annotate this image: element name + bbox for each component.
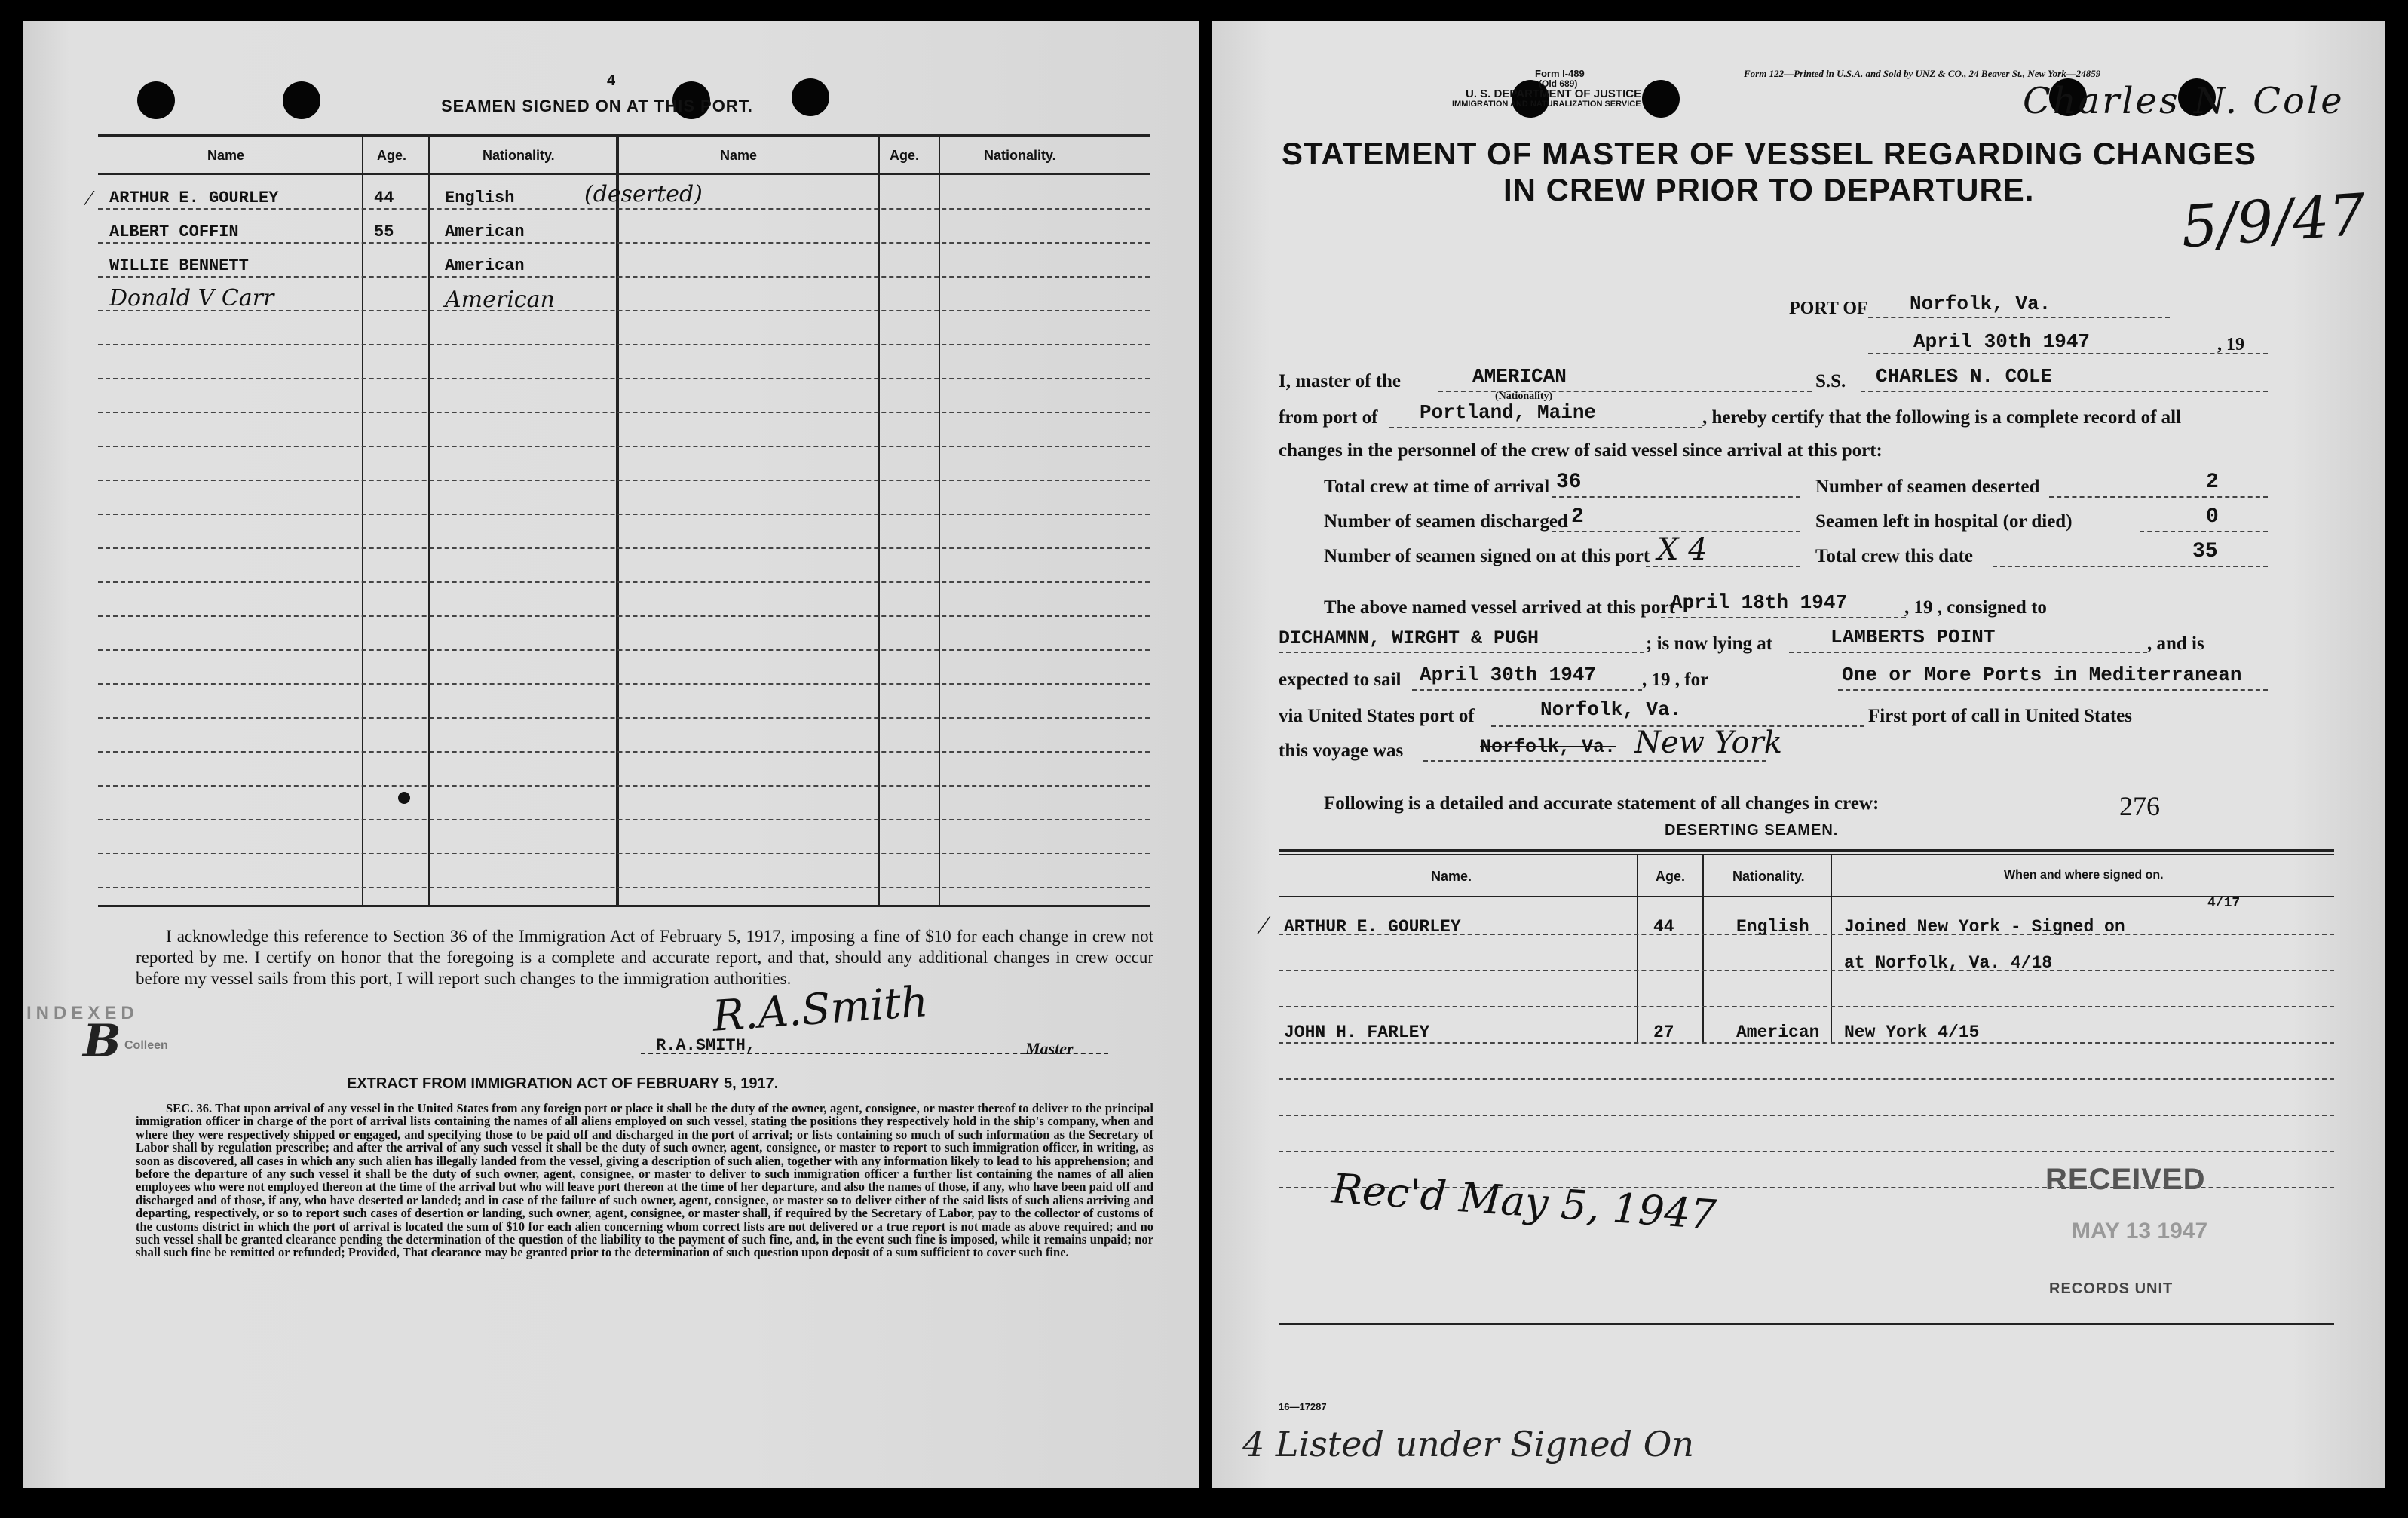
signed-on-title: SEAMEN SIGNED ON AT THIS PORT.	[441, 97, 753, 115]
header-nationality: Nationality.	[483, 148, 555, 163]
expected-label: expected to sail	[1279, 670, 1402, 690]
table-bottom-rule	[98, 905, 1150, 907]
arrived-label: The above named vessel arrived at this port	[1324, 597, 1675, 618]
row-2-name: ALBERT COFFIN	[109, 222, 239, 241]
master-of-label: I, master of the	[1279, 371, 1401, 391]
deserting-row-2-nationality: American	[1736, 1023, 1820, 1042]
lying-line	[1789, 652, 2147, 653]
hospital-line	[2140, 531, 2268, 532]
punch-hole	[1642, 80, 1680, 118]
consigned-label: , 19 , consigned to	[1904, 597, 2047, 618]
deserting-row-1-name: ARTHUR E. GOURLEY	[1284, 917, 1461, 937]
signed-on-value: X 4	[1657, 532, 1708, 567]
row-1-note: (deserted)	[584, 181, 703, 207]
voyage-struck-value: Norfolk, Va.	[1480, 736, 1616, 758]
records-unit-stamp: RECORDS UNIT	[2049, 1280, 2174, 1297]
nationality-value: AMERICAN	[1472, 365, 1567, 388]
deserting-header-age: Age.	[1656, 869, 1686, 884]
deserting-row-2-age: 27	[1653, 1023, 1674, 1042]
deserting-header-rule	[1279, 896, 2334, 897]
via-value: Norfolk, Va.	[1540, 698, 1682, 721]
arrived-line	[1661, 617, 1906, 618]
via-label: via United States port of	[1279, 706, 1475, 726]
form-number: Form I-489	[1535, 68, 1585, 79]
expected-value: April 30th 1947	[1420, 664, 1597, 686]
header-nationality-2: Nationality.	[984, 148, 1056, 163]
right-page	[1212, 21, 2385, 1488]
first-port-label: First port of call in United States	[1868, 706, 2132, 726]
deserting-header-nationality: Nationality.	[1732, 869, 1805, 884]
arrived-value: April 18th 1947	[1671, 591, 1848, 614]
row-1-nationality: English	[445, 189, 515, 207]
footer-code: 16—17287	[1279, 1401, 1327, 1412]
from-port-value: Portland, Maine	[1420, 401, 1597, 424]
deserting-row-rule	[1279, 1042, 2334, 1044]
year-suffix: , 19	[2217, 335, 2244, 354]
header-name: Name	[207, 148, 245, 163]
hospital-label: Seamen left in hospital (or died)	[1815, 511, 2073, 532]
table-top-rule	[98, 134, 1150, 137]
for-label: , 19 , for	[1642, 670, 1709, 690]
deserting-row-1-nationality: English	[1736, 917, 1809, 937]
handwritten-date: 5/9/47	[2179, 180, 2368, 261]
service: IMMIGRATION AND NATURALIZATION SERVICE	[1452, 100, 1641, 109]
deserting-row-rule	[1279, 1006, 2334, 1007]
row-1-name: ARTHUR E. GOURLEY	[109, 189, 279, 207]
indexed-stamp: INDEXED	[26, 1003, 139, 1023]
bottom-note: 4 Listed under Signed On	[1242, 1424, 1694, 1464]
row-3-nationality: American	[445, 256, 525, 275]
check-mark: ⁄	[1261, 910, 1267, 940]
punch-hole	[792, 78, 829, 116]
row-4-nationality: American	[445, 287, 555, 313]
total-arrival-line	[1552, 496, 1800, 498]
col-divider	[1702, 854, 1704, 1042]
table-header-rule	[98, 173, 1150, 175]
deserting-row-2-name: JOHN H. FARLEY	[1284, 1023, 1430, 1042]
extract-title: EXTRACT FROM IMMIGRATION ACT OF FEBRUARY 5, 1917.	[347, 1075, 779, 1092]
received-note: Rec'd May 5, 1947	[1330, 1164, 1718, 1239]
deserting-row-rule	[1279, 970, 2334, 971]
row-2-nationality: American	[445, 222, 525, 241]
voyage-value: New York	[1634, 725, 1782, 760]
extract-text: SEC. 36. That upon arrival of any vessel in the United States from any foreign port or place it shall be the duty of the owner, agent, consignee, or master thereof to deliver to the principal immigration officer in charge of the port of arrival lists containing the names of all aliens employed on such vessel, stating the positions they respectively hold in the ship's company, when and where they were respectively shipped or engaged, and specifying those to be paid off and discharged in the port of arrival; or lists containing so much of such information as the Secretary of Labor shall by regulation prescribe; and after the arrival of any such vessel it shall be the duty of such owner, agent, consignee, or master to report to such immigration officer, in writing, as soon as discovered, all cases in which any such alien has illegally landed from the vessel, giving a description of such alien, together with any information likely to lead to his apprehension; and before the departure of any such vessel it shall be the duty of such owner, agent, consignee, or master to deliver to such immigration officer a further list containing the names of all alien employees who were not employed thereon at the time of the arrival but who will leave port thereon at the time of her departure, and also the names of those, if any, who have been paid off and discharged and of those, if any, who have deserted or landed; and in case of the failure of such owner, agent, consignee, or master so to deliver either of the said lists of such aliens arriving and departing, respectively, or so to report such cases of desertion or landing, such owner, agent, consignee, or master shall, if required by the Secretary of Labor, pay to the collector of customs of the customs district in which the port of arrival is located the sum of $10 for each alien concerning whom correct lists are not delivered or a true report is not made as above required; and no such vessel shall be granted clearance pending the determination of the question of the liability to the payment of such fine, and, in the event such fine is imposed, while it remains unpaid; nor shall such fine be remitted or refunded; Provided, That clearance may be granted prior to the determination of such question upon deposit of a sum sufficient to cover such fine.	[136, 1101, 1153, 1260]
deserted-value: 2	[2206, 471, 2219, 494]
date-line	[1868, 353, 2268, 354]
port-label: PORT OF	[1789, 299, 1868, 318]
row-1-age: 44	[374, 189, 394, 207]
ink-dot	[398, 792, 410, 804]
col-divider	[362, 136, 363, 905]
deserting-top-rule-2	[1279, 854, 2334, 855]
deserting-row-1-signed2: at Norfolk, Va. 4/18	[1844, 953, 2053, 973]
col-divider	[939, 136, 940, 905]
row-3-name: WILLIE BENNETT	[109, 256, 249, 275]
deserted-line	[2049, 496, 2268, 498]
voyage-line	[1423, 760, 1766, 762]
header-age-2: Age.	[890, 148, 920, 163]
deserting-header-name: Name.	[1431, 869, 1472, 884]
signed-on-label: Number of seamen signed on at this port	[1324, 546, 1650, 566]
total-this-date-value: 35	[2192, 540, 2218, 563]
consignee-line	[1279, 652, 1644, 653]
from-port-label: from port of	[1279, 407, 1378, 428]
date-value: April 30th 1947	[1913, 330, 2091, 353]
deserting-row-1-above: 4/17	[2207, 896, 2241, 911]
vessel-line	[1861, 391, 2268, 392]
col-divider	[1637, 854, 1638, 1042]
lying-label: ; is now lying at	[1646, 633, 1773, 654]
master-name: R.A.SMITH,	[656, 1036, 756, 1055]
deserting-row-rule	[1279, 1151, 2334, 1152]
deserted-label: Number of seamen deserted	[1815, 477, 2040, 497]
and-is: , and is	[2147, 633, 2204, 654]
port-line	[1868, 317, 2170, 318]
received-stamp-date: MAY 13 1947	[2072, 1219, 2208, 1244]
for-value: One or More Ports in Mediterranean	[1842, 664, 2242, 686]
punch-hole	[137, 81, 175, 119]
col-divider	[1831, 854, 1832, 1042]
punch-hole	[283, 81, 320, 119]
consignee-value: DICHAMNN, WIRGHT & PUGH	[1279, 627, 1539, 649]
page-count-276: 276	[2119, 791, 2160, 821]
total-this-date-line	[1993, 566, 2268, 567]
for-line	[1838, 689, 2268, 691]
indexed-initial: B	[83, 1015, 121, 1068]
department: U. S. DEPARTMENT OF JUSTICE	[1466, 87, 1642, 100]
deserting-row-1-signed: Joined New York - Signed on	[1844, 917, 2125, 937]
deserting-title: DESERTING SEAMEN.	[1665, 822, 1839, 839]
deserting-row-1-age: 44	[1653, 917, 1674, 937]
header-age: Age.	[377, 148, 407, 163]
nationality-caption: (Nationality)	[1495, 391, 1553, 402]
page-number: 4	[607, 72, 616, 89]
ss-label: S.S.	[1815, 371, 1846, 391]
discharged-value: 2	[1571, 505, 1584, 529]
changes-text: changes in the personnel of the crew of said vessel since arrival at this port:	[1279, 440, 1883, 461]
printer-line: Form 122—Printed in U.S.A. and Sold by UNZ & CO., 24 Beaver St., New York—24859	[1744, 68, 2101, 79]
following-text: Following is a detailed and accurate statement of all changes in crew:	[1324, 793, 1880, 814]
hospital-value: 0	[2206, 505, 2219, 529]
form-title-line2: IN CREW PRIOR TO DEPARTURE.	[1503, 172, 2035, 207]
left-page	[23, 21, 1199, 1488]
deserting-top-rule	[1279, 849, 2334, 852]
form-old: (Old 689)	[1539, 78, 1578, 89]
deserting-row-rule	[1279, 1115, 2334, 1116]
indexed-stamp-name: Colleen	[124, 1039, 168, 1052]
master-signature: R.A.Smith	[711, 977, 930, 1041]
total-this-date-label: Total crew this date	[1815, 546, 1974, 566]
deserting-row-2-signed: New York 4/15	[1844, 1023, 1980, 1042]
acknowledgment-text: I acknowledge this reference to Section 36 of the Immigration Act of February 5, 1917, imposing a fine of $10 for each change in crew not reported by me. I certify on honor that the foregoing is a complete and accurate report, and that, should any additional changes in crew occur before my vessel sails from this port, I will report such changes to the immigration authorities.	[136, 927, 1153, 988]
row-2-age: 55	[374, 222, 394, 241]
expected-line	[1412, 689, 1642, 691]
col-divider	[428, 136, 430, 905]
master-label: Master	[1025, 1039, 1074, 1058]
deserting-bottom-rule	[1279, 1323, 2334, 1325]
total-arrival-label: Total crew at time of arrival	[1324, 477, 1550, 497]
discharged-label: Number of seamen discharged	[1324, 511, 1568, 532]
handwritten-ship: Charles N. Cole	[2023, 80, 2345, 122]
header-name-2: Name	[720, 148, 758, 163]
from-port-line	[1389, 427, 1702, 428]
voyage-label: this voyage was	[1279, 741, 1404, 761]
port-value: Norfolk, Va.	[1910, 293, 2051, 315]
check-mark: ⁄	[87, 187, 91, 210]
deserting-row-rule	[1279, 1078, 2334, 1080]
col-divider-center	[616, 136, 619, 905]
certify-text: , hereby certify that the following is a complete record of all	[1702, 407, 2182, 428]
vessel-value: CHARLES N. COLE	[1876, 365, 2053, 388]
received-stamp: RECEIVED	[2045, 1163, 2206, 1196]
total-arrival-value: 36	[1556, 471, 1582, 494]
col-divider	[878, 136, 880, 905]
lying-value: LAMBERTS POINT	[1831, 626, 1996, 649]
deserting-header-signed: When and where signed on.	[2004, 869, 2164, 882]
row-4-name: Donald V Carr	[109, 285, 274, 311]
form-title-line1: STATEMENT OF MASTER OF VESSEL REGARDING CHANGES	[1282, 136, 2257, 171]
